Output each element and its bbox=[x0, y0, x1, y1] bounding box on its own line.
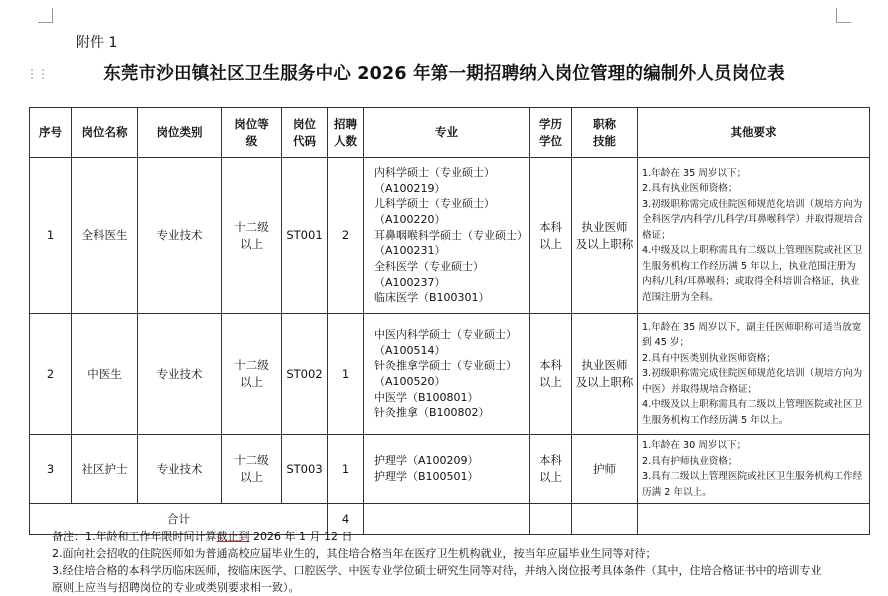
cell-category: 专业技术 bbox=[138, 158, 222, 314]
positions-table bbox=[29, 107, 870, 535]
header-title-skill: 职称 技能 bbox=[572, 108, 638, 158]
cell-seq: 1 bbox=[30, 158, 72, 314]
cell-category: 专业技术 bbox=[138, 314, 222, 435]
header-name: 岗位名称 bbox=[72, 108, 138, 158]
crop-mark-top-left bbox=[38, 8, 53, 23]
attachment-label: 附件 1 bbox=[76, 35, 118, 51]
cell-level: 十二级 以上 bbox=[222, 314, 282, 435]
header-code: 岗位 代码 bbox=[282, 108, 328, 158]
notes bbox=[52, 528, 822, 596]
page-title: 东莞市沙田镇社区卫生服务中心 2026 年第一期招聘纳入岗位管理的编制外人员岗位表 bbox=[103, 64, 785, 84]
cell-edu: 本科 以上 bbox=[530, 435, 572, 504]
cell-level: 十二级 以上 bbox=[222, 158, 282, 314]
cell-edu: 本科 以上 bbox=[530, 158, 572, 314]
cell-name: 社区护士 bbox=[72, 435, 138, 504]
header-edu: 学历 学位 bbox=[530, 108, 572, 158]
header-count: 招聘 人数 bbox=[328, 108, 364, 158]
cell-title-skill: 执业医师 及以上职称 bbox=[572, 314, 638, 435]
cell-other: 1.年龄在 30 周岁以下； 2.具有护师执业资格； 3.具有二级以上管理医院或社区卫生服务机构工作经历满 2 年以上。 bbox=[638, 435, 870, 504]
header-category: 岗位类别 bbox=[138, 108, 222, 158]
table-row bbox=[30, 435, 870, 504]
note-3-cont: 原则上应当与招聘岗位的专业或类别要求相一致）。 bbox=[52, 581, 300, 595]
header-seq: 序号 bbox=[30, 108, 72, 158]
note-1: 备注：1.年龄和工作年限时间计算截止到 2026 年 1 月 12 日 bbox=[52, 530, 353, 543]
header-other: 其他要求 bbox=[638, 108, 870, 158]
cell-seq: 2 bbox=[30, 314, 72, 435]
cell-count: 2 bbox=[328, 158, 364, 314]
header-level: 岗位等 级 bbox=[222, 108, 282, 158]
cell-major: 护理学（A100209） 护理学（B100501） bbox=[364, 435, 530, 504]
cell-seq: 3 bbox=[30, 435, 72, 504]
header-row bbox=[30, 108, 870, 158]
cell-title-skill: 执业医师 及以上职称 bbox=[572, 158, 638, 314]
table-row bbox=[30, 158, 870, 314]
cell-count: 1 bbox=[328, 314, 364, 435]
cell-code: ST003 bbox=[282, 435, 328, 504]
cell-level: 十二级 以上 bbox=[222, 435, 282, 504]
cell-category: 专业技术 bbox=[138, 435, 222, 504]
cell-other: 1.年龄在 35 周岁以下，副主任医师职称可适当放宽到 45 岁； 2.具有中医类别执业医师资格； 3.初级职称需完成住院医师规范化培训（规培方向为中医）并取得规培合格证； 4.中级及以上职称需具有二级以上管理医院或社区卫生服务机构工作经历满 5 年以上。 bbox=[638, 314, 870, 435]
note-3: 3.经住培合格的本科学历临床医师，按临床医学、口腔医学、中医专业学位硕士研究生同等对待，并纳入岗位报考具体条件（其中，住培合格证书中的培训专业 bbox=[52, 564, 822, 578]
cell-code: ST002 bbox=[282, 314, 328, 435]
cell-name: 中医生 bbox=[72, 314, 138, 435]
note-2: 2.面向社会招收的住院医师如为普通高校应届毕业生的，其住培合格当年在医疗卫生机构就业，按当年应届毕业生同等对待； bbox=[52, 547, 657, 561]
header-major: 专业 bbox=[364, 108, 530, 158]
table-row bbox=[30, 314, 870, 435]
cell-code: ST001 bbox=[282, 158, 328, 314]
total-label: 合计 bbox=[30, 504, 328, 535]
cell-edu: 本科 以上 bbox=[530, 314, 572, 435]
total-count: 4 bbox=[328, 504, 364, 535]
crop-mark-top-right bbox=[836, 8, 851, 23]
cell-count: 1 bbox=[328, 435, 364, 504]
drag-handle-icon[interactable]: ⋮⋮ bbox=[26, 67, 48, 81]
cell-other: 1.年龄在 35 周岁以下； 2.具有执业医师资格； 3.初级职称需完成住院医师规范化培训（规培方向为全科医学/内科学/儿科学/耳鼻喉科学）并取得规培合格证； 4.中级及以上职称需具有二级以上管理医院或社区卫生服务机构工作经历满 5 年以上，执业范围注册为内科/儿科/耳鼻喉科；或取得全科培训合格证，执业范围注册为全科。 bbox=[638, 158, 870, 314]
cell-title-skill: 护师 bbox=[572, 435, 638, 504]
cell-major: 内科学硕士（专业硕士） （A100219） 儿科学硕士（专业硕士） （A100220） 耳鼻咽喉科学硕士（专业硕士） （A100231） 全科医学（专业硕士） （A100237） 临床医学（B100301） bbox=[364, 158, 530, 314]
cell-major: 中医内科学硕士（专业硕士） （A100514） 针灸推拿学硕士（专业硕士） （A100520） 中医学（B100801） 针灸推拿（B100802） bbox=[364, 314, 530, 435]
cell-name: 全科医生 bbox=[72, 158, 138, 314]
